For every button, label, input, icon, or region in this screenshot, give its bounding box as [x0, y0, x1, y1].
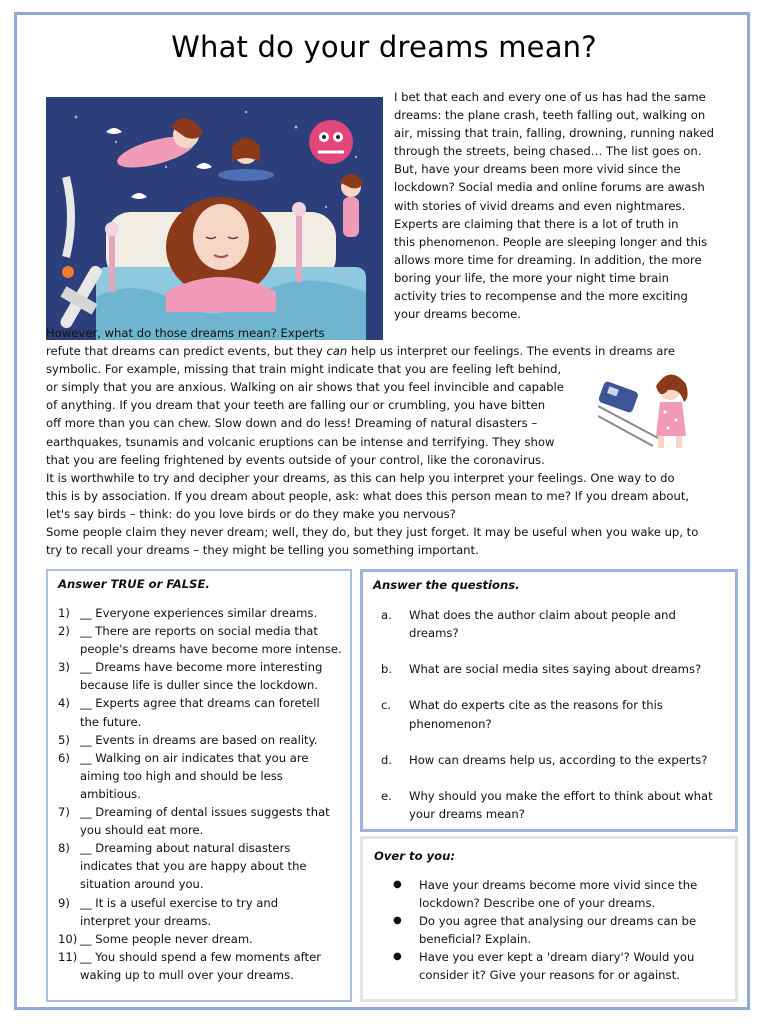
discussion-text — [419, 876, 713, 912]
text-line: dreams: the plane crash, teeth falling out, walking on — [394, 108, 706, 123]
emphasis-word: can — [326, 344, 348, 359]
item-line: you should eat more. — [80, 823, 204, 838]
item-line: __ Events in dreams are based on reality. — [80, 732, 318, 747]
text-line: boring your life, the more your night time brain — [394, 270, 669, 285]
question-letter: d. — [381, 752, 393, 767]
text-line: symbolic. For example, missing that train might indicate that you are feeling left behind, — [46, 362, 562, 377]
discussion-item — [393, 912, 713, 948]
question-text — [409, 660, 731, 678]
question-letter: e. — [381, 788, 392, 803]
article-intro — [394, 88, 726, 323]
item-text — [80, 694, 348, 730]
text-line: activity tries to recompense and the more exciting — [394, 289, 688, 304]
item-number: 7) — [58, 805, 70, 820]
true-false-item — [58, 839, 348, 893]
question-line: How can dreams help us, according to the experts? — [409, 752, 708, 767]
discussion-item — [393, 948, 713, 984]
bullet-icon: ● — [393, 879, 402, 890]
over-to-you-list — [393, 876, 713, 985]
item-line: situation around you. — [80, 877, 204, 892]
questions-list — [381, 606, 731, 841]
discussion-line: beneficial? Explain. — [419, 932, 532, 947]
true-false-item — [58, 658, 348, 694]
text-line: lockdown? Social media and online forums are awash — [394, 180, 705, 195]
question-item — [381, 787, 731, 823]
question-line: What do experts cite as the reasons for this — [409, 698, 663, 713]
item-text — [80, 894, 348, 930]
item-number: 5) — [58, 732, 70, 747]
item-line: the future. — [80, 714, 142, 729]
item-number: 11) — [58, 949, 78, 964]
text-line: off more than you can chew. Slow down and do less! Dreaming of natural disasters – — [46, 416, 538, 431]
question-letter: b. — [381, 662, 393, 677]
item-line: __ Walking on air indicates that you are — [80, 750, 309, 765]
question-line: What are social media sites saying about dreams? — [409, 662, 702, 677]
text-line: I bet that each and every one of us has had the same — [394, 90, 706, 104]
true-false-item — [58, 749, 348, 803]
text-line — [46, 342, 726, 360]
discussion-line: lockdown? Describe one of your dreams. — [419, 896, 656, 911]
item-line: indicates that you are happy about the — [80, 859, 307, 874]
true-false-item — [58, 803, 348, 839]
item-line: __ Dreams have become more interesting — [80, 660, 323, 675]
questions-section — [360, 569, 738, 832]
question-letter: a. — [381, 608, 392, 622]
text-segment: help us interpret our feelings. The events in dreams are — [347, 344, 675, 359]
question-text — [409, 696, 731, 732]
discussion-line: Do you agree that analysing our dreams can be — [419, 914, 697, 929]
text-line: your dreams become. — [394, 307, 521, 322]
question-item — [381, 660, 731, 678]
item-line: waking up to mull over your dreams. — [80, 967, 294, 982]
item-number: 2) — [58, 624, 70, 639]
true-false-item — [58, 622, 348, 658]
discussion-item — [393, 876, 713, 912]
item-line: __ It is a useful exercise to try and — [80, 895, 279, 910]
item-text — [80, 803, 348, 839]
true-false-list — [58, 604, 348, 984]
item-text — [80, 658, 348, 694]
text-line: Experts are claiming that there is a lot of truth in — [394, 216, 679, 231]
over-to-you-section — [360, 836, 738, 1002]
item-line: __ There are reports on social media that — [80, 624, 318, 639]
text-line: allows more time for dreaming. In addition, the more — [394, 252, 702, 267]
questions-heading: Answer the questions. — [373, 578, 520, 592]
dreaming-woman-illustration — [46, 97, 383, 340]
item-line: aiming too high and should be less — [80, 768, 283, 783]
item-number: 6) — [58, 750, 70, 765]
item-text — [80, 749, 348, 803]
item-line: __ Dreaming of dental issues suggests that — [80, 805, 330, 820]
bullet-icon: ● — [393, 915, 402, 927]
item-number: 8) — [58, 841, 70, 856]
true-false-item — [58, 604, 348, 622]
item-line: __ Some people never dream. — [80, 931, 253, 946]
discussion-text — [419, 948, 713, 984]
discussion-line: consider it? Give your reasons for or against. — [419, 968, 680, 983]
text-line: But, have your dreams been more vivid since the — [394, 162, 681, 177]
article-body — [46, 324, 726, 559]
item-line: ambitious. — [80, 786, 141, 801]
question-line: What does the author claim about people and — [409, 608, 676, 622]
item-line: __ Everyone experiences similar dreams. — [80, 606, 318, 620]
text-line: this is by association. If you dream about people, ask: what does this person mean to me? If you dream about, — [46, 488, 690, 503]
item-line: __ You should spend a few moments after — [80, 949, 321, 964]
text-line: this phenomenon. People are sleeping longer and this — [394, 234, 708, 249]
item-line: people's dreams have become more intense. — [80, 642, 342, 657]
item-number: 10) — [58, 931, 78, 946]
discussion-text — [419, 912, 713, 948]
question-item — [381, 606, 731, 642]
true-false-item — [58, 731, 348, 749]
true-false-heading: Answer TRUE or FALSE. — [58, 577, 210, 591]
discussion-line: Have you ever kept a 'dream diary'? Would you — [419, 950, 695, 965]
item-text — [80, 731, 348, 749]
item-text — [80, 604, 348, 622]
text-segment: refute that dreams can predict events, but they — [46, 344, 327, 359]
item-text — [80, 622, 348, 658]
true-false-item — [58, 930, 348, 948]
item-text — [80, 930, 348, 948]
over-to-you-heading: Over to you: — [374, 849, 455, 863]
item-number: 3) — [58, 660, 70, 675]
true-false-item — [58, 948, 348, 984]
item-line: __ Experts agree that dreams can foretell — [80, 696, 320, 711]
discussion-line: Have your dreams become more vivid since the — [419, 878, 698, 892]
true-false-item — [58, 894, 348, 930]
true-false-item — [58, 694, 348, 730]
text-line: or simply that you are anxious. Walking on air shows that you feel invincible and capable — [46, 380, 564, 395]
text-line: let's say birds – think: do you love birds or do they make you nervous? — [46, 506, 456, 521]
question-item — [381, 696, 731, 732]
question-line: Why should you make the effort to think about what — [409, 788, 713, 803]
item-number: 4) — [58, 696, 70, 711]
item-number: 9) — [58, 895, 70, 910]
text-line: through the streets, being chased… The list goes on. — [394, 144, 702, 159]
question-letter: c. — [381, 698, 392, 713]
question-line: your dreams mean? — [409, 807, 525, 822]
item-text — [80, 948, 348, 984]
question-line: phenomenon? — [409, 716, 492, 731]
true-false-section — [46, 569, 352, 1002]
question-text — [409, 751, 731, 769]
page-title: What do your dreams mean? — [171, 30, 597, 64]
text-line: of anything. If you dream that your teeth are falling our or crumbling, you have bitten — [46, 398, 546, 413]
text-line: It is worthwhile to try and decipher your dreams, as this can help you interpret your feelings. One way to do — [46, 470, 675, 485]
text-line: that you are feeling frightened by events outside of your control, like the coronavirus. — [46, 452, 545, 467]
question-text — [409, 606, 731, 642]
item-text — [80, 839, 348, 893]
text-line: Some people claim they never dream; well, they do, but they just forget. It may be useful when you wake up, to — [46, 525, 699, 540]
text-line: However, what do those dreams mean? Experts — [46, 326, 325, 340]
item-number: 1) — [58, 606, 70, 620]
question-item — [381, 751, 731, 769]
bullet-icon: ● — [393, 951, 402, 963]
text-line: with stories of vivid dreams and even nightmares. — [394, 198, 686, 213]
item-line: __ Dreaming about natural disasters — [80, 841, 291, 856]
text-line: try to recall your dreams – they might be telling you something important. — [46, 543, 479, 558]
text-line: earthquakes, tsunamis and volcanic eruptions can be intense and terrifying. They show — [46, 434, 555, 449]
question-line: dreams? — [409, 626, 459, 641]
item-line: because life is duller since the lockdown. — [80, 678, 319, 693]
question-text — [409, 787, 731, 823]
text-line: air, missing that train, falling, drowning, running naked — [394, 126, 714, 141]
item-line: interpret your dreams. — [80, 913, 212, 928]
